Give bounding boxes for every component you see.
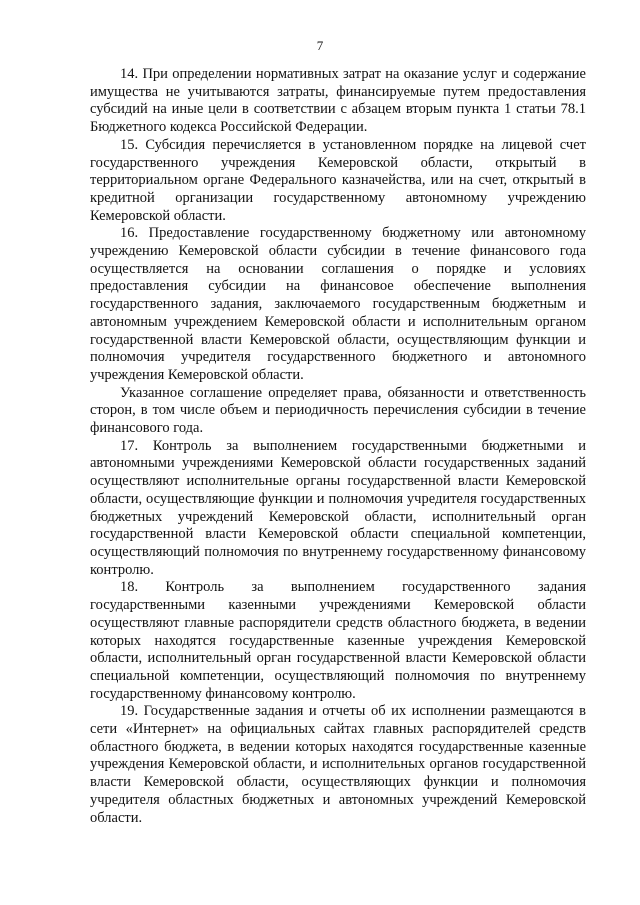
paragraph-16-agreement: Указанное соглашение определяет права, обязанности и ответственность сторон, в том числе объем и периодичность перечисления субсидии в течение финансового года. bbox=[90, 384, 586, 437]
paragraph-15: 15. Субсидия перечисляется в установленном порядке на лицевой счет государственного учреждения Кемеровской области, открытый в территориальном органе Федерального казначейства, или на счет, открытый в кредитной организации государственному автономному учреждению Кемеровской области. bbox=[90, 136, 586, 224]
paragraph-18: 18. Контроль за выполнением государственного задания государственными казенными учреждениями Кемеровской области осуществляют главные распорядители средств областного бюджета, в ведении которых находятся государственные казенные учреждения Кемеровской области, исполнительный орган государственной власти Кемеровской области специальной компетенции, осуществляющий полномочия по внутреннему государственному финансовому контролю. bbox=[90, 579, 586, 702]
document-body bbox=[90, 66, 586, 827]
paragraph-16: 16. Предоставление государственному бюджетному или автономному учреждению Кемеровской области субсидии в течение финансового года осуществляется на основании соглашения о порядке и условиях предоставления субсидии на финансовое обеспечение выполнения государственного задания, заключаемого государственным бюджетным и автономным учреждением Кемеровской области и исполнительным органом государственной власти Кемеровской области, осуществляющим функции и полномочия учредителя государственного бюджетного и автономного учреждения Кемеровской области. bbox=[90, 225, 586, 383]
paragraph-19: 19. Государственные задания и отчеты об их исполнении размещаются в сети «Интернет» на официальных сайтах главных распорядителей средств областного бюджета, в ведении которых находятся государственные казенные учреждения Кемеровской области, и исполнительных органов государственной власти Кемеровской области, осуществляющих функции и полномочия учредителя областных бюджетных и автономных учреждений Кемеровской области. bbox=[90, 703, 586, 826]
paragraph-17: 17. Контроль за выполнением государственными бюджетными и автономными учреждениями Кемеровской области государственных заданий осуществляют исполнительные органы государственной власти Кемеровской области, осуществляющие функции и полномочия учредителя государственных бюджетных учреждений Кемеровской области, исполнительный орган государственной власти Кемеровской области специальной компетенции, осуществляющий полномочия по внутреннему государственному финансовому контролю. bbox=[90, 437, 586, 578]
page-number: 7 bbox=[316, 38, 324, 53]
paragraph-14: 14. При определении нормативных затрат на оказание услуг и содержание имущества не учитываются затраты, финансируемые путем предоставления субсидий на иные цели в соответствии с абзацем вторым пункта 1 статьи 78.1 Бюджетного кодекса Российской Федерации. bbox=[90, 66, 586, 136]
